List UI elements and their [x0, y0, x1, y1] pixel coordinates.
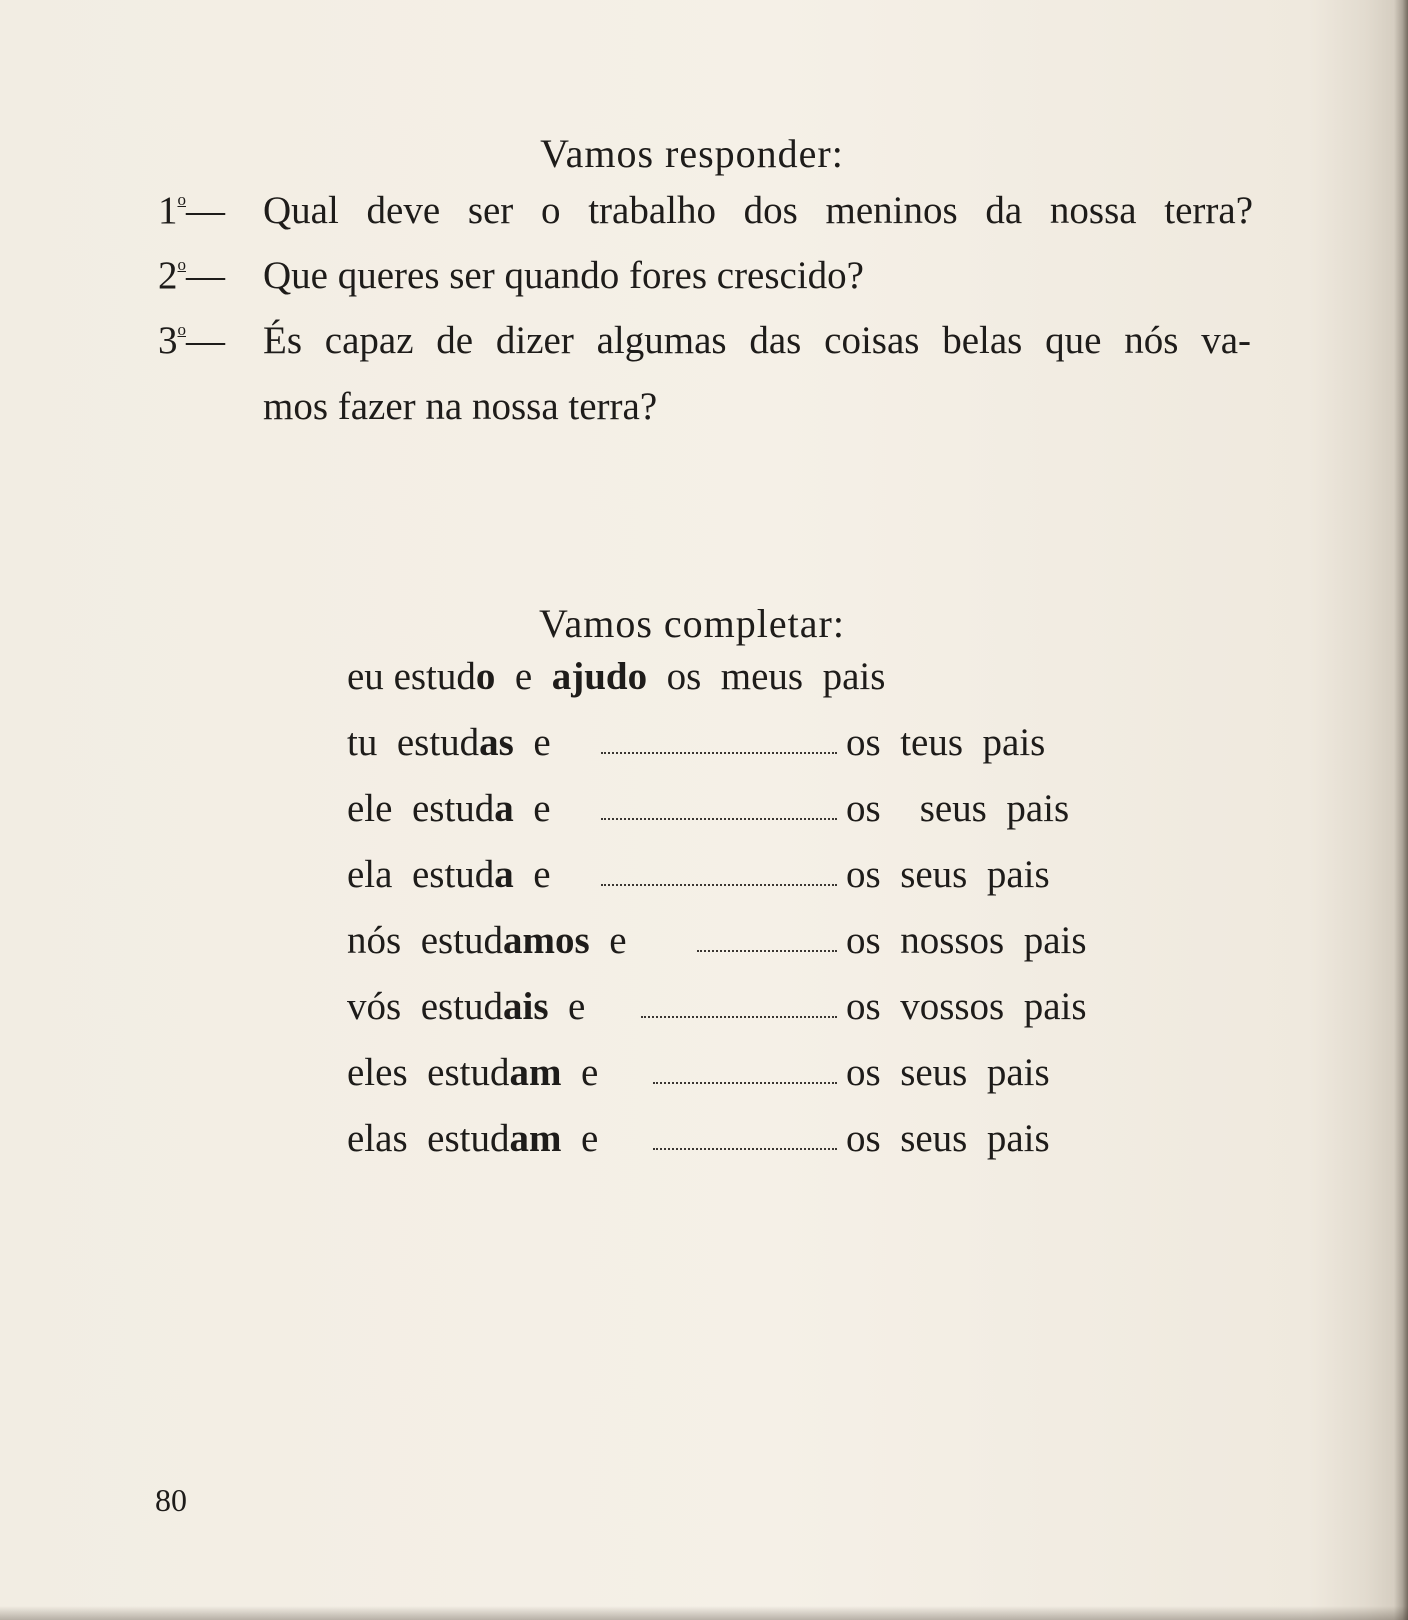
verb-estudar: estuda: [411, 787, 514, 830]
answer-blank[interactable]: [653, 1144, 837, 1150]
completar-row-nos: [347, 918, 1087, 982]
phrase-tail: os seus pais: [846, 1051, 1050, 1094]
pronoun: eles: [347, 1051, 408, 1094]
pronoun: ele: [347, 787, 393, 830]
page-bottom-edge: [0, 1606, 1408, 1620]
verb-estudar: estudam: [427, 1051, 562, 1094]
conjunction: e: [533, 721, 551, 764]
completar-row-vos: [347, 984, 1087, 1048]
question-3-continuation: mos fazer na nossa terra?: [263, 385, 658, 428]
example-answer: ajudo: [551, 655, 648, 698]
question-text: Que queres ser quando fores crescido?: [263, 254, 864, 297]
answer-blank[interactable]: [601, 748, 837, 754]
heading-vamos-completar: [0, 600, 1408, 647]
page-number: 80: [155, 1482, 187, 1518]
pronoun: eu: [347, 655, 384, 698]
question-number: 1$^o$—: [158, 189, 225, 232]
conjunction: e: [568, 985, 586, 1028]
phrase-tail: os vossos pais: [846, 985, 1087, 1028]
page-spine-shadow: [1394, 0, 1408, 1620]
pronoun: vós: [347, 985, 402, 1028]
heading-vamos-responder: [0, 130, 1408, 177]
phrase-tail: os seus pais: [846, 787, 1070, 830]
answer-blank[interactable]: [697, 946, 837, 952]
verb-estudar: estuda: [411, 853, 514, 896]
verb-estudar: estudais: [420, 985, 549, 1028]
conjunction: e: [533, 853, 551, 896]
conjunction: e: [609, 919, 627, 962]
phrase-tail: os seus pais: [846, 853, 1050, 896]
pronoun: elas: [347, 1117, 408, 1160]
pronoun: ela: [347, 853, 393, 896]
completar-row-tu: [347, 720, 1046, 784]
completar-row-elas: [347, 1116, 1050, 1180]
pronoun: nós: [347, 919, 402, 962]
answer-blank[interactable]: [601, 880, 837, 886]
question-text: És capaz de dizer algumas das coisas belas que nós va-: [263, 319, 1251, 362]
question-text: Qual deve ser o trabalho dos meninos da nossa terra?: [263, 189, 1253, 232]
possessive: meus: [720, 655, 804, 698]
conjunction: e: [514, 655, 533, 698]
heading-text: Vamos responder:: [540, 131, 844, 176]
conjunction: e: [533, 787, 551, 830]
verb-estudar: estudas: [396, 721, 514, 764]
answer-blank[interactable]: [601, 814, 837, 820]
verb-estudar: estudamos: [420, 919, 590, 962]
verb-estudar: estudo: [393, 655, 496, 698]
phrase-tail: os nossos pais: [846, 919, 1087, 962]
completar-row-eu: [347, 654, 885, 718]
completar-row-ele: [347, 786, 1070, 850]
phrase-tail: os seus pais: [846, 1117, 1050, 1160]
verb-estudar: estudam: [427, 1117, 562, 1160]
question-number: 3$^o$—: [158, 319, 225, 362]
article: os: [666, 655, 702, 698]
phrase-tail: os teus pais: [846, 721, 1046, 764]
question-number: 2$^o$—: [158, 254, 225, 297]
conjunction: e: [580, 1117, 599, 1160]
completar-row-ela: [347, 852, 1050, 916]
completar-row-eles: [347, 1050, 1050, 1114]
answer-blank[interactable]: [653, 1078, 837, 1084]
answer-blank[interactable]: [641, 1012, 837, 1018]
noun: pais: [822, 655, 886, 698]
conjunction: e: [580, 1051, 599, 1094]
heading-text: Vamos completar:: [539, 601, 845, 646]
pronoun: tu: [347, 721, 378, 764]
